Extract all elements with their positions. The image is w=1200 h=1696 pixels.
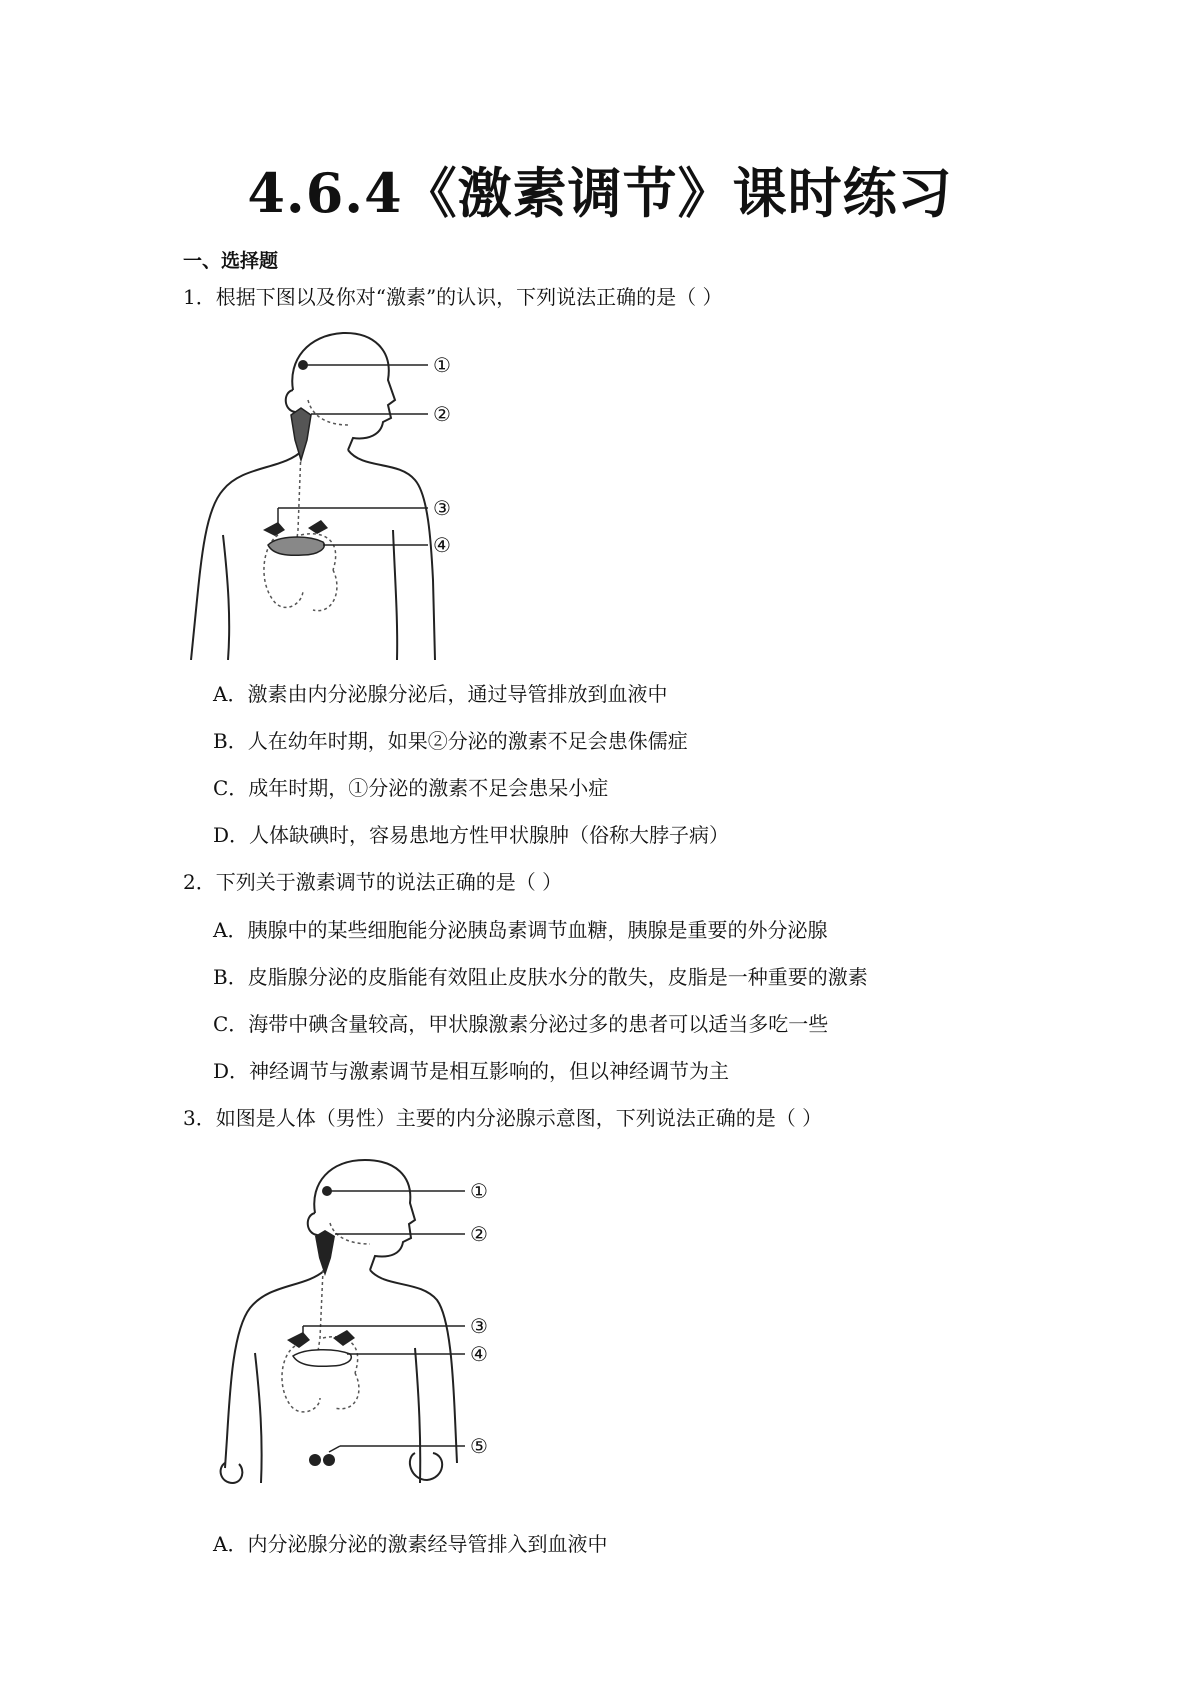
adrenal-right-icon-1 <box>308 520 328 534</box>
figure-label-4: ④ <box>433 533 451 557</box>
question-2-option-d: D．神经调节与激素调节是相互影响的，但以神经调节为主 <box>213 1059 730 1083</box>
figure-label-3: ③ <box>433 496 451 520</box>
question-1-figure <box>183 330 503 660</box>
testis-right-icon-3 <box>323 1454 335 1466</box>
pancreas-icon-1 <box>268 537 324 555</box>
adrenal-left-icon-3 <box>287 1332 310 1348</box>
figure-3-label-1: ① <box>470 1179 488 1203</box>
right-arm-inner-3 <box>415 1348 420 1483</box>
pituitary-gland-icon-1 <box>298 360 308 370</box>
endocrine-diagram-3 <box>215 1158 535 1488</box>
adrenal-left-icon-1 <box>263 522 285 536</box>
figure-label-1: ① <box>433 353 451 377</box>
question-1-option-a: A．激素由内分泌腺分泌后，通过导管排放到血液中 <box>213 682 668 706</box>
question-1-option-b: B．人在幼年时期，如果②分泌的激素不足会患侏儒症 <box>213 729 688 753</box>
right-hand-3 <box>410 1453 442 1480</box>
question-2-option-a: A．胰腺中的某些细胞能分泌胰岛素调节血糖，胰腺是重要的外分泌腺 <box>213 918 828 942</box>
section-heading: 一、选择题 <box>183 250 279 272</box>
left-shoulder-outline-3 <box>225 1270 325 1468</box>
leader-line-3-5a <box>329 1446 340 1452</box>
question-3-stem: 3．如图是人体（男性）主要的内分泌腺示意图，下列说法正确的是（ ） <box>183 1106 823 1130</box>
page-title: 4.6.4《激素调节》课时练习 <box>247 161 953 225</box>
dotted-kidney-right-3 <box>335 1373 359 1409</box>
left-arm-inner-3 <box>255 1353 262 1483</box>
thyroid-gland-icon-1 <box>291 408 311 460</box>
left-arm-inner-1 <box>223 535 229 660</box>
figure-3-label-3: ③ <box>470 1314 488 1338</box>
dotted-kidney-right-1 <box>313 570 337 611</box>
question-1-stem: 1．根据下图以及你对“激素”的认识，下列说法正确的是（ ） <box>183 285 723 309</box>
question-2-option-c: C．海带中碘含量较高，甲状腺激素分泌过多的患者可以适当多吃一些 <box>213 1012 829 1036</box>
pancreas-icon-3 <box>293 1350 351 1367</box>
figure-label-2: ② <box>433 402 451 426</box>
pituitary-gland-icon-3 <box>322 1186 332 1196</box>
question-3-figure <box>215 1158 535 1488</box>
question-2-option-b: B．皮脂腺分泌的皮脂能有效阻止皮肤水分的散失，皮脂是一种重要的激素 <box>213 965 868 989</box>
figure-3-label-5: ⑤ <box>470 1434 488 1458</box>
left-hand-3 <box>221 1463 243 1483</box>
endocrine-diagram-1 <box>183 330 503 660</box>
question-1-option-c: C．成年时期，①分泌的激素不足会患呆小症 <box>213 776 609 800</box>
right-arm-inner-1 <box>393 530 397 660</box>
question-2-stem: 2．下列关于激素调节的说法正确的是（ ） <box>183 870 563 894</box>
dotted-esophagus-3 <box>317 1270 323 1358</box>
right-shoulder-outline-3 <box>370 1270 457 1463</box>
testis-left-icon-3 <box>309 1454 321 1466</box>
figure-3-label-4: ④ <box>470 1342 488 1366</box>
dotted-pharynx-1 <box>308 400 348 425</box>
thyroid-gland-icon-3 <box>315 1230 335 1276</box>
right-shoulder-outline-1 <box>348 450 435 660</box>
question-3-option-a: A．内分泌腺分泌的激素经导管排入到血液中 <box>213 1532 608 1556</box>
question-1-option-d: D．人体缺碘时，容易患地方性甲状腺肿（俗称大脖子病） <box>213 823 730 847</box>
figure-3-label-2: ② <box>470 1222 488 1246</box>
